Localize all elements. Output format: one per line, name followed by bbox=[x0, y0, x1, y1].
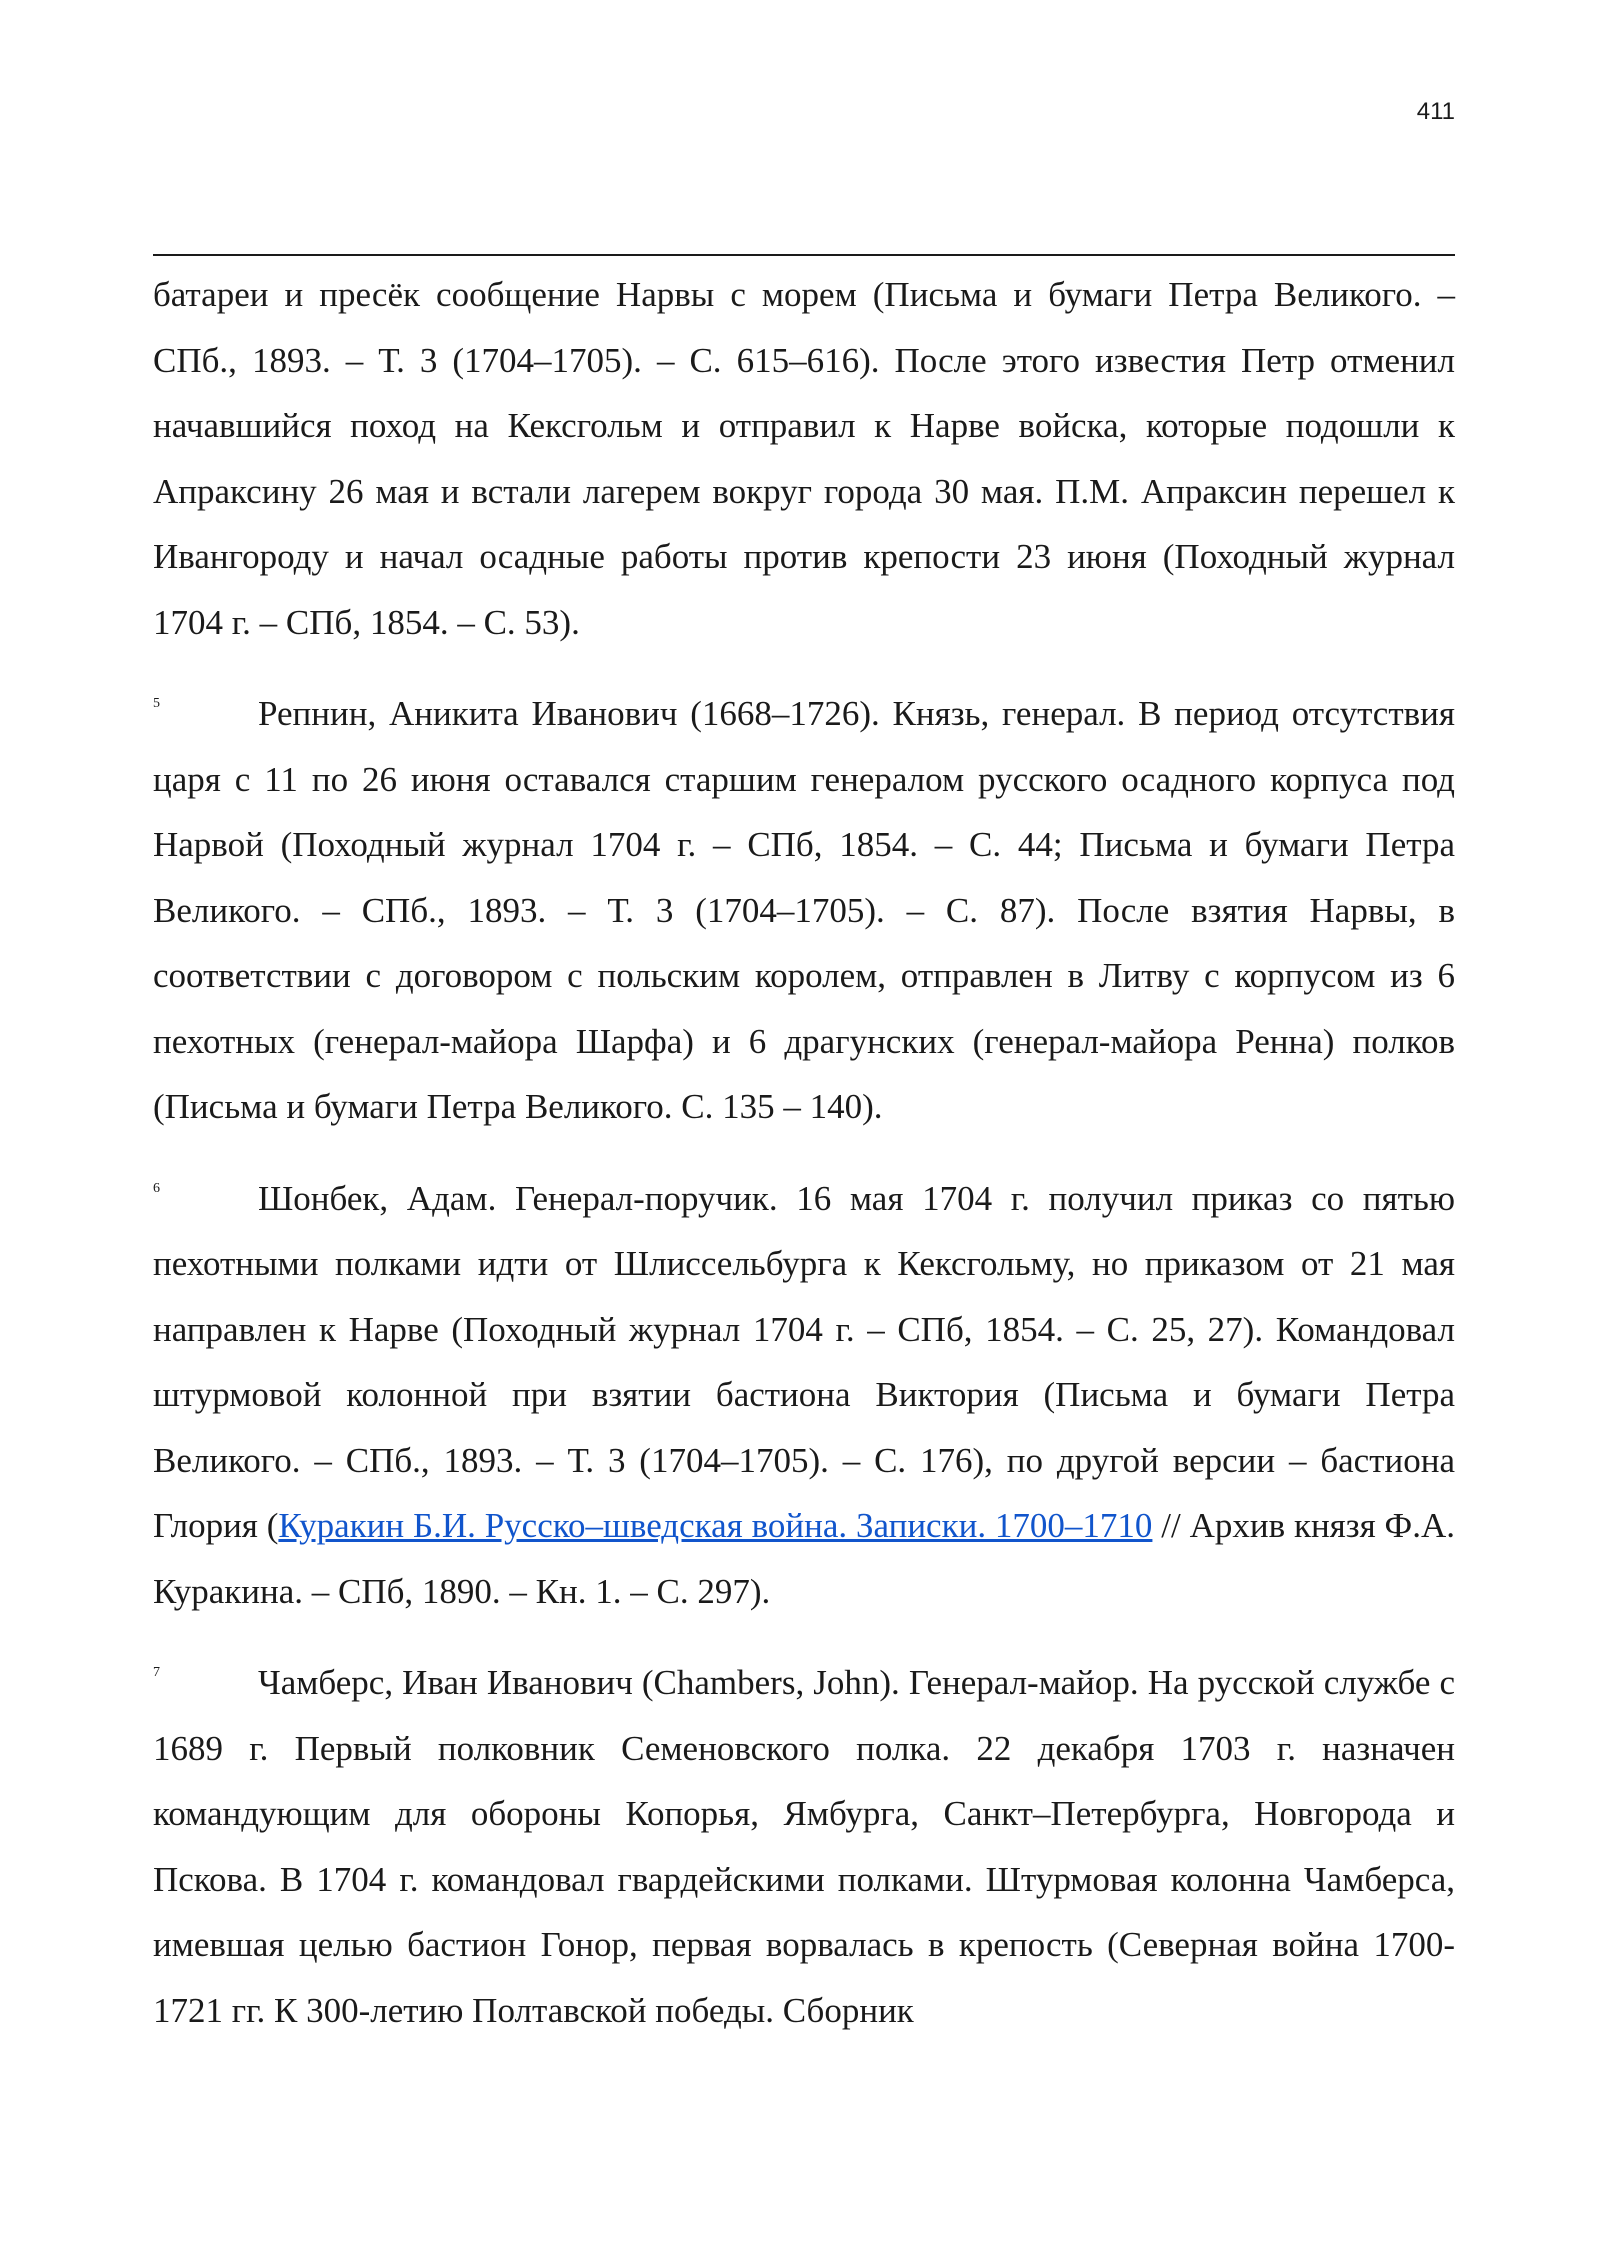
footnote-text: Шонбек, Адам. Генерал-поручик. 16 мая 1704 г. получил приказ со пятью пехотными полками идти от Шлиссельбурга к Кексгольму, но приказом от 21 мая направлен к Нарве (Походный журнал 1704 г. – СПб, 1854. – С. 25, 27). Командовал штурмовой колонной при взятии бастиона Виктория (Письма и бумаги Петра Великого. – СПб., 1893. – Т. 3 (1704–1705). – С. 176), по другой версии – бастиона Глория ( bbox=[153, 1178, 1455, 1545]
footnote-6: 6 Шонбек, Адам. Генерал-поручик. 16 мая 1704 г. получил приказ со пятью пехотными полками идти от Шлиссельбурга к Кексгольму, но приказом от 21 мая направлен к Нарве (Походный журнал 1704 г. – СПб, 1854. – С. 25, 27). Командовал штурмовой колонной при взятии бастиона Виктория (Письма и бумаги Петра Великого. – СПб., 1893. – Т. 3 (1704–1705). – С. 176), по другой версии – бастиона Глория (Куракин Б.И. Русско–шведская война. Записки. 1700–1710 // Архив князя Ф.А. Куракина. – СПб, 1890. – Кн. 1. – С. 297). bbox=[153, 1178, 1455, 1611]
footnote-text-tail: // Архив князя Ф.А. Куракина. – СПб, 1890. – Кн. 1. – С. 297). bbox=[153, 1506, 1455, 1611]
kurakin-reference-link[interactable]: Куракин Б.И. Русско–шведская война. Записки. 1700–1710 bbox=[278, 1506, 1153, 1545]
footnote-7: 7 Чамберс, Иван Иванович (Chambers, John). Генерал-майор. На русской службе с 1689 г. Первый полковник Семеновского полка. 22 декабря 1703 г. назначен командующим для обороны Копорья, Ямбурга, Санкт–Петербурга, Новгорода и Пскова. В 1704 г. командовал гвардейскими полками. Штурмовая колонна Чамберса, имевшая целью бастион Гонор, первая ворвалась в крепость (Северная война 1700-1721 гг. К 300-летию Полтавской победы. Сборник bbox=[153, 1663, 1455, 2030]
footnote-5: 5 Репнин, Аникита Иванович (1668–1726). Князь, генерал. В период отсутствия царя с 11 по 26 июня оставался старшим генералом русского осадного корпуса под Нарвой (Походный журнал 1704 г. – СПб, 1854. – С. 44; Письма и бумаги Петра Великого. – СПб., 1893. – Т. 3 (1704–1705). – С. 87). После взятия Нарвы, в соответствии с договором с польским королем, отправлен в Литву с корпусом из 6 пехотных (генерал-майора Шарфа) и 6 драгунских (генерал-майора Ренна) полков (Письма и бумаги Петра Великого. С. 135 – 140). bbox=[153, 694, 1455, 1126]
footnote-separator bbox=[153, 254, 1455, 256]
footnote-continuation bbox=[153, 262, 1455, 655]
page-number: 411 bbox=[1416, 98, 1455, 125]
footnote-text: Репнин, Аникита Иванович (1668–1726). Князь, генерал. В период отсутствия царя с 11 по 26 июня оставался старшим генералом русского осадного корпуса под Нарвой (Походный журнал 1704 г. – СПб, 1854. – С. 44; Письма и бумаги Петра Великого. – СПб., 1893. – Т. 3 (1704–1705). – С. 87). После взятия Нарвы, в соответствии с договором с польским королем, отправлен в Литву с корпусом из 6 пехотных (генерал-майора Шарфа) и 6 драгунских (генерал-майора Ренна) полков (Письма и бумаги Петра Великого. С. 135 – 140). bbox=[153, 694, 1455, 1126]
footnote-text: батареи и пресёк сообщение Нарвы с морем (Письма и бумаги Петра Великого. – СПб., 1893. – Т. 3 (1704–1705). – С. 615–616). После этого известия Петр отменил начавшийся поход на Кексгольм и отправил к Нарве войска, которые подошли к Апраксину 26 мая и встали лагерем вокруг города 30 мая. П.М. Апраксин перешел к Ивангороду и начал осадные работы против крепости 23 июня (Походный журнал 1704 г. – СПб, 1854. – С. 53). bbox=[153, 275, 1455, 642]
footnotes-section bbox=[153, 262, 1455, 2069]
footnote-text: Чамберс, Иван Иванович (Chambers, John). Генерал-майор. На русской службе с 1689 г. Первый полковник Семеновского полка. 22 декабря 1703 г. назначен командующим для обороны Копорья, Ямбурга, Санкт–Петербурга, Новгорода и Пскова. В 1704 г. командовал гвардейскими полками. Штурмовая колонна Чамберса, имевшая целью бастион Гонор, первая ворвалась в крепость (Северная война 1700-1721 гг. К 300-летию Полтавской победы. Сборник bbox=[153, 1663, 1455, 2030]
